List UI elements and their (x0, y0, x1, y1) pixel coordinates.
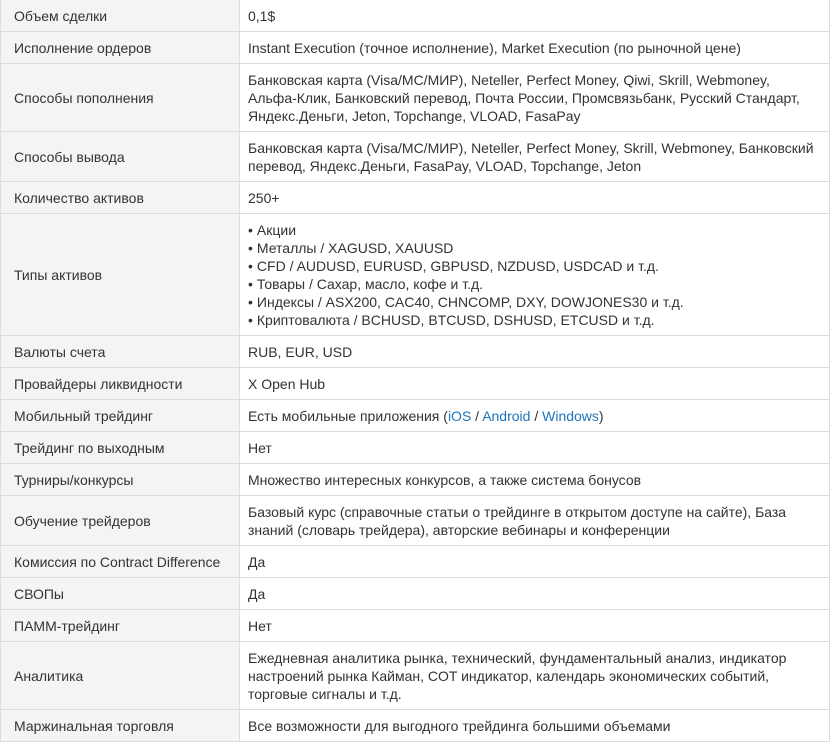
row-label: Мобильный трейдинг (1, 400, 240, 432)
row-label: Аналитика (1, 642, 240, 710)
mobile-apps-text: Есть мобильные приложения ( (248, 407, 448, 424)
list-item: • Товары / Сахар, масло, кофе и т.д. (248, 275, 821, 293)
table-row (1, 132, 830, 182)
row-value: Банковская карта (Visa/MC/МИР), Neteller, Perfect Money, Qiwi, Skrill, Webmoney, Альфа-Клик, Банковский перевод, Почта России, Промсвязьбанк, Русский Стандарт, Яндекс.Деньги, Jeton, Topchange, VLOAD, FasaPay (240, 64, 830, 132)
list-item: • Криптовалюта / BCHUSD, BTCUSD, DSHUSD, ETCUSD и т.д. (248, 311, 821, 329)
row-label: Типы активов (1, 214, 240, 336)
list-item: • Индексы / ASX200, CAC40, CHNCOMP, DXY, DOWJONES30 и т.д. (248, 293, 821, 311)
table-row (1, 368, 830, 400)
table-row (1, 496, 830, 546)
row-value: Да (240, 546, 830, 578)
closing-paren: ) (598, 407, 604, 424)
row-label: Количество активов (1, 182, 240, 214)
row-value: Instant Execution (точное исполнение), Market Execution (по рыночной цене) (240, 32, 830, 64)
table-row (1, 32, 830, 64)
table-row (1, 182, 830, 214)
row-label: Маржинальная торговля (1, 710, 240, 742)
row-value: RUB, EUR, USD (240, 336, 830, 368)
table-row (1, 336, 830, 368)
table-row (1, 610, 830, 642)
row-label: СВОПы (1, 578, 240, 610)
ios-link[interactable]: iOS (447, 407, 472, 424)
row-label: Объем сделки (1, 0, 240, 32)
table-row (1, 642, 830, 710)
row-value: X Open Hub (240, 368, 830, 400)
table-row (1, 400, 830, 432)
row-value: Банковская карта (Visa/MC/МИР), Neteller, Perfect Money, Skrill, Webmoney, Банковский перевод, Яндекс.Деньги, FasaPay, VLOAD, Topchange, Jeton (240, 132, 830, 182)
row-value: 250+ (240, 182, 830, 214)
row-value: Базовый курс (справочные статьи о трейдинге в открытом доступе на сайте), База знаний (словарь трейдера), авторские вебинары и конференции (240, 496, 830, 546)
row-value: Да (240, 578, 830, 610)
table-row (1, 578, 830, 610)
row-label: Трейдинг по выходным (1, 432, 240, 464)
row-label: Валюты счета (1, 336, 240, 368)
list-item: • Акции (248, 221, 821, 239)
row-label: Комиссия по Contract Difference (1, 546, 240, 578)
table-row (1, 432, 830, 464)
row-label: Исполнение ордеров (1, 32, 240, 64)
android-link[interactable]: Android (482, 407, 531, 424)
list-item: • Металлы / XAGUSD, XAUUSD (248, 239, 821, 257)
row-label: Способы пополнения (1, 64, 240, 132)
link-separator: / (530, 407, 543, 424)
row-label: ПАММ-трейдинг (1, 610, 240, 642)
row-value (240, 400, 830, 432)
table-row (1, 464, 830, 496)
asset-types-list (248, 221, 821, 329)
table-row (1, 64, 830, 132)
table-row (1, 710, 830, 742)
row-value: Нет (240, 610, 830, 642)
row-label: Способы вывода (1, 132, 240, 182)
row-value (240, 214, 830, 336)
row-label: Турниры/конкурсы (1, 464, 240, 496)
row-value: 0,1$ (240, 0, 830, 32)
table-row (1, 214, 830, 336)
row-value: Ежедневная аналитика рынка, технический, фундаментальный анализ, индикатор настроений рынка Кайман, COT индикатор, календарь экономических событий, торговые сигналы и т.д. (240, 642, 830, 710)
table-row (1, 546, 830, 578)
row-value: Множество интересных конкурсов, а также система бонусов (240, 464, 830, 496)
table-row (1, 0, 830, 32)
row-label: Провайдеры ликвидности (1, 368, 240, 400)
link-separator: / (471, 407, 483, 424)
row-value: Все возможности для выгодного трейдинга большими объемами (240, 710, 830, 742)
row-label: Обучение трейдеров (1, 496, 240, 546)
windows-link[interactable]: Windows (542, 407, 599, 424)
list-item: • CFD / AUDUSD, EURUSD, GBPUSD, NZDUSD, USDCAD и т.д. (248, 257, 821, 275)
row-value: Нет (240, 432, 830, 464)
